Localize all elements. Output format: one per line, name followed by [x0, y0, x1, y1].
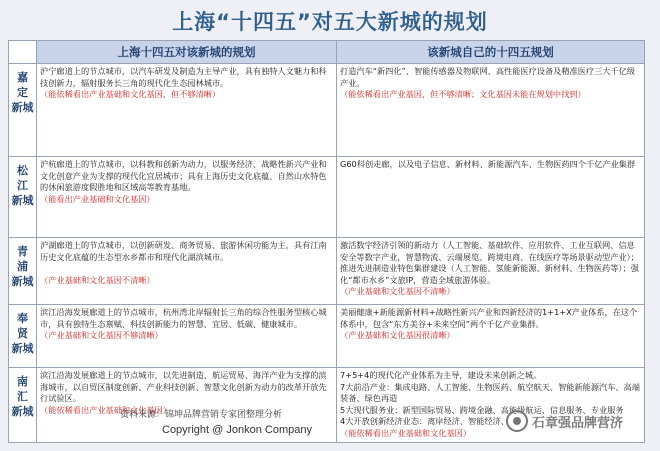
city-plan-cell: 7+5+4的现代化产业体系为主导，建设未来创新之城。 7大前沿产业：集成电路、人工智能、生物医药、航空航天、智能新能源汽车、高端装备、绿色再造 5大现代服务业：新型国际贸易、跨境金融、高能级航运、信息服务、专业服务 4大开放创新经济业态：离岸经济、智能经济、 （能依稀看出产业基础和文化基因） — [337, 368, 645, 443]
source-note: 资料来源：锦坤品牌营销专家团整理分析 — [120, 410, 283, 420]
assessment-note: （能依稀看出产业基础和文化基因） — [40, 404, 172, 415]
assessment-note: （能依稀看出产业基础和文化基因，但不够清晰） — [40, 89, 221, 100]
city-plan-cell: 打造汽车“新四化”、智能传感器及物联网、高性能医疗设备及精准医疗三大千亿级产业。 （能依稀看出产业基因，但不够清晰；文化基因未能在规划中找到） — [337, 64, 645, 157]
header-corner — [9, 41, 37, 64]
assessment-note: （产业基础和文化基因很清晰） — [340, 330, 455, 341]
assessment-note: （产业基础和文化基因不清晰） — [40, 275, 155, 286]
copyright: Copyright @ Jonkon Company — [162, 424, 312, 436]
plan-table — [8, 40, 645, 443]
assessment-note: （能看出产业基础和文化基因） — [40, 193, 155, 204]
city-name: 青 浦 新城 — [9, 238, 37, 305]
table-row — [9, 64, 645, 157]
city-name: 奉 贤 新城 — [9, 305, 37, 368]
assessment-note: （产业基础和文化基因不清晰） — [340, 286, 455, 297]
page-title: 上海“十四五”对五大新城的规划 — [172, 10, 488, 34]
assessment-note: （产业基础和文化基因不够清晰） — [40, 330, 163, 341]
header-city-plan: 该新城自己的十四五规划 — [337, 41, 645, 64]
city-name: 南 汇 新城 — [9, 368, 37, 443]
wechat-icon — [506, 410, 528, 432]
shanghai-plan-cell: 沪杭廊道上的节点城市，以科教和创新为动力，以服务经济、战略性新兴产业和文化创意产业为支撑的现代化宜居城市；具有上海历史文化底蕴、自然山水特色的休闲旅游度假胜地和区域高等教育基地。 （能看出产业基础和文化基因） — [37, 157, 337, 238]
table-row — [9, 305, 645, 368]
city-plan-cell: 美丽健康+新能源新材料+战略性新兴产业和四新经济的1+1+X产业体系，在这个体系中，包含“东方美谷+未来空间”两个千亿产业集群。 （产业基础和文化基因很清晰） — [337, 305, 645, 368]
watermark-text: 石章强品牌营济 — [532, 415, 624, 431]
table-row — [9, 157, 645, 238]
table-header-row — [9, 41, 645, 64]
city-name: 嘉 定 新城 — [9, 64, 37, 157]
shanghai-plan-cell: 沪宁廊道上的节点城市，以汽车研发及制造为主导产业，具有独特人文魅力和科技创新力，辐射服务长三角的现代化生态园林城市。 （能依稀看出产业基础和文化基因，但不够清晰） — [37, 64, 337, 157]
city-plan-cell: G60科创走廊，以及电子信息、新材料、新能源汽车、生物医药四个千亿产业集群 — [337, 157, 645, 238]
assessment-note: （能依稀看出产业基因，但不够清晰；文化基因未能在规划中找到） — [340, 89, 586, 100]
city-name: 松 江 新城 — [9, 157, 37, 238]
assessment-note: （能依稀看出产业基础和文化基因） — [340, 427, 472, 438]
shanghai-plan-cell: 滨江沿海发展廊道上的节点城市，杭州湾北岸辐射长三角的综合性服务型核心城市，具有独特生态禀赋、科技创新能力的智慧、宜居、低碳、健康城市。 （产业基础和文化基因不够清晰） — [37, 305, 337, 368]
header-shanghai-plan: 上海十四五对该新城的规划 — [37, 41, 337, 64]
shanghai-plan-cell: 沪湖廊道上的节点城市，以创新研发、商务贸易、旅游休闲功能为主，具有江南历史文化底蕴的生态型水乡都市和现代化湖滨城市。 （产业基础和文化基因不清晰） — [37, 238, 337, 305]
table-row — [9, 238, 645, 305]
shanghai-plan-cell: 滨江沿海发展廊道上的节点城市，以先进制造、航运贸易、海洋产业为支撑的滨海城市，以自贸区制度创新、产业科技创新、智慧文化创新为动力的改革开放先行试验区。 （能依稀看出产业基础和文化基因） — [37, 368, 337, 443]
city-plan-cell: 激活数字经济引领的新动力（人工智能、基础软件、应用软件、工业互联网、信息安全等数字产业，智慧物流、云端展览、跨境电商、在线医疗等场景驱动型产业）；推进先进制造业特色集群建设（人工智能、氢能新能源、新材料、生物医药等）；强化“都市水乡”文旅IP，营造全域旅游体验。 （产业基础和文化基因不清晰） — [337, 238, 645, 305]
watermark — [506, 410, 623, 432]
